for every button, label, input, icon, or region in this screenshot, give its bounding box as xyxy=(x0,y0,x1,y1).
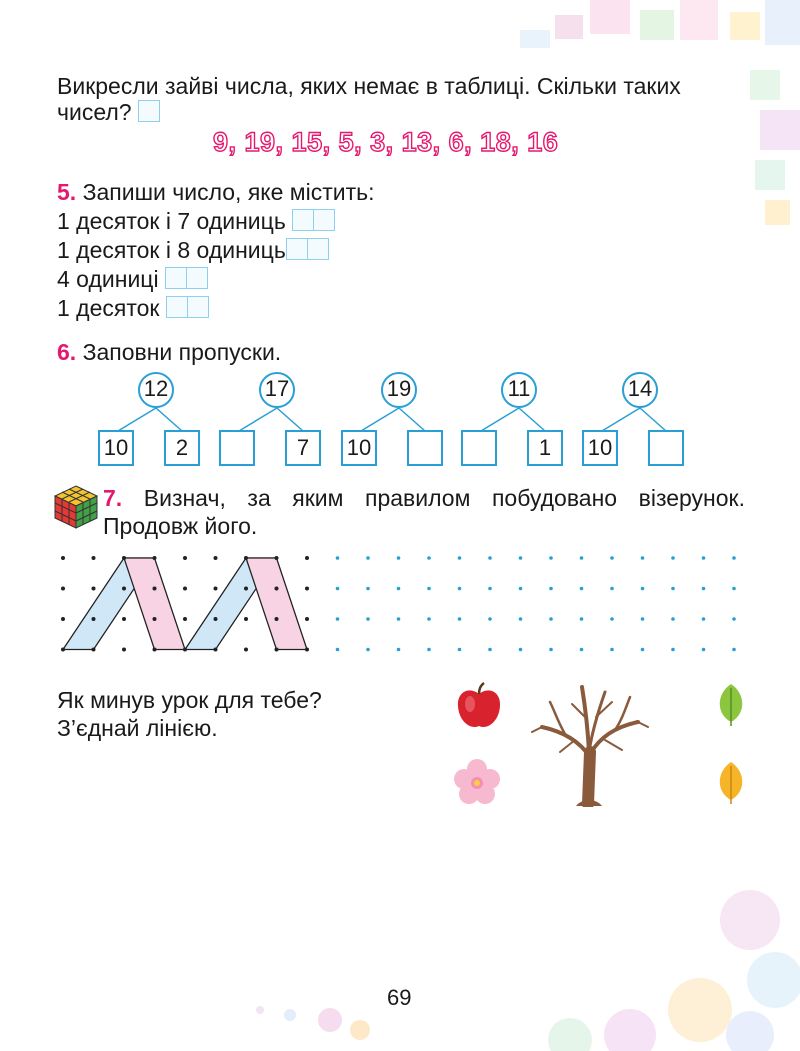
grid-dot[interactable] xyxy=(92,648,96,652)
number-sequence: 9, 19, 15, 5, 3, 13, 6, 18, 16 xyxy=(213,127,559,157)
grid-dot[interactable] xyxy=(183,587,187,591)
grid-dot[interactable] xyxy=(244,587,248,591)
answer-box[interactable] xyxy=(166,296,188,318)
answer-box[interactable] xyxy=(286,238,308,260)
pattern-pink-band xyxy=(246,558,307,650)
grid-dot[interactable] xyxy=(641,587,645,591)
number-tree xyxy=(217,370,337,470)
grid-dot[interactable] xyxy=(488,556,492,560)
grid-dot[interactable] xyxy=(305,587,309,591)
grid-dot[interactable] xyxy=(305,617,309,621)
task5-item-label: 1 десяток і 8 одиниць xyxy=(57,237,286,263)
task5-item xyxy=(57,207,335,235)
grid-dot[interactable] xyxy=(641,556,645,560)
tree-right-number: 7 xyxy=(285,430,321,466)
grid-dot[interactable] xyxy=(610,587,614,591)
grid-dot[interactable] xyxy=(732,587,736,591)
grid-dot[interactable] xyxy=(244,648,248,652)
grid-dot[interactable] xyxy=(610,648,614,652)
yellow-leaf-icon[interactable] xyxy=(714,760,748,806)
answer-box[interactable] xyxy=(187,267,208,289)
tree-right-blank[interactable] xyxy=(648,430,684,466)
task5-item xyxy=(57,265,208,293)
grid-dot[interactable] xyxy=(458,587,462,591)
reflection-line1: Як минув урок для тебе? xyxy=(57,687,322,713)
grid-dot[interactable] xyxy=(214,587,218,591)
tree-left-number: 10 xyxy=(98,430,134,466)
decor-top-right xyxy=(480,0,800,240)
answer-box[interactable] xyxy=(188,296,209,318)
reflection-line2: З’єднай лінією. xyxy=(57,715,218,741)
grid-dot[interactable] xyxy=(549,617,553,621)
grid-dot[interactable] xyxy=(92,556,96,560)
grid-dot[interactable] xyxy=(336,617,340,621)
green-leaf-icon[interactable] xyxy=(714,682,748,728)
task5-item xyxy=(57,294,209,322)
grid-dot[interactable] xyxy=(122,648,126,652)
task6-number: 6. xyxy=(57,339,77,365)
task5-item-label: 1 десяток і 7 одиниць xyxy=(57,208,286,234)
prev-task-line2 xyxy=(57,98,160,126)
tree-top-number: 12 xyxy=(138,372,174,408)
tree-icon[interactable] xyxy=(530,682,650,807)
answer-box[interactable] xyxy=(308,238,329,260)
grid-dot[interactable] xyxy=(366,556,370,560)
grid-dot[interactable] xyxy=(214,617,218,621)
grid-dot[interactable] xyxy=(549,587,553,591)
grid-dot[interactable] xyxy=(183,617,187,621)
grid-dot[interactable] xyxy=(61,648,65,652)
grid-dot[interactable] xyxy=(397,556,401,560)
grid-dot[interactable] xyxy=(366,617,370,621)
task7-line2: Продовж його. xyxy=(103,513,258,539)
grid-dot[interactable] xyxy=(397,587,401,591)
grid-dot[interactable] xyxy=(275,617,279,621)
grid-dot[interactable] xyxy=(336,587,340,591)
grid-dot[interactable] xyxy=(61,617,65,621)
prev-task-question: чисел? xyxy=(57,99,132,125)
grid-dot[interactable] xyxy=(641,648,645,652)
task7-text: Визнач, за яким правилом побудовано візерунок. xyxy=(143,485,745,511)
grid-dot[interactable] xyxy=(427,617,431,621)
grid-dot[interactable] xyxy=(610,617,614,621)
number-tree xyxy=(459,370,579,470)
grid-dot[interactable] xyxy=(519,587,523,591)
task5-number: 5. xyxy=(57,179,77,205)
answer-box[interactable] xyxy=(314,209,335,231)
rubiks-cube-icon xyxy=(53,484,99,530)
tree-top-number: 14 xyxy=(622,372,658,408)
grid-dot[interactable] xyxy=(92,587,96,591)
grid-dot[interactable] xyxy=(458,617,462,621)
number-tree xyxy=(339,370,459,470)
grid-dot[interactable] xyxy=(153,617,157,621)
grid-dot[interactable] xyxy=(488,617,492,621)
grid-dot[interactable] xyxy=(153,648,157,652)
grid-dot[interactable] xyxy=(702,617,706,621)
task7-number: 7. xyxy=(103,485,123,511)
grid-dot[interactable] xyxy=(183,556,187,560)
task6-heading xyxy=(57,338,281,366)
task5-heading xyxy=(57,178,375,206)
grid-dot[interactable] xyxy=(671,556,675,560)
grid-dot[interactable] xyxy=(580,556,584,560)
grid-dot[interactable] xyxy=(214,648,218,652)
grid-dot[interactable] xyxy=(336,556,340,560)
grid-dot[interactable] xyxy=(488,587,492,591)
grid-dot[interactable] xyxy=(641,617,645,621)
grid-dot[interactable] xyxy=(580,648,584,652)
tree-left-number: 10 xyxy=(582,430,618,466)
number-tree xyxy=(580,370,700,470)
grid-dot[interactable] xyxy=(305,648,309,652)
answer-box[interactable] xyxy=(138,100,160,122)
grid-dot[interactable] xyxy=(153,587,157,591)
grid-dot[interactable] xyxy=(702,587,706,591)
task5-title: Запиши число, яке містить: xyxy=(82,179,375,205)
grid-dot[interactable] xyxy=(183,648,187,652)
grid-dot[interactable] xyxy=(671,617,675,621)
grid-dot[interactable] xyxy=(122,556,126,560)
grid-dot[interactable] xyxy=(549,648,553,652)
tree-right-number: 2 xyxy=(164,430,200,466)
grid-dot[interactable] xyxy=(580,617,584,621)
grid-dot[interactable] xyxy=(305,556,309,560)
grid-dot[interactable] xyxy=(732,617,736,621)
grid-dot[interactable] xyxy=(244,556,248,560)
grid-dot[interactable] xyxy=(244,617,248,621)
grid-dot[interactable] xyxy=(519,648,523,652)
tree-left-blank[interactable] xyxy=(461,430,497,466)
answer-box[interactable] xyxy=(292,209,314,231)
tree-right-blank[interactable] xyxy=(407,430,443,466)
grid-dot[interactable] xyxy=(366,648,370,652)
grid-dot[interactable] xyxy=(427,587,431,591)
page-number: 69 xyxy=(387,985,412,1010)
grid-dot[interactable] xyxy=(702,648,706,652)
grid-dot[interactable] xyxy=(122,587,126,591)
grid-dot[interactable] xyxy=(366,587,370,591)
grid-dot[interactable] xyxy=(397,648,401,652)
grid-dot[interactable] xyxy=(702,556,706,560)
grid-dot[interactable] xyxy=(671,587,675,591)
number-tree xyxy=(96,370,216,470)
answer-box[interactable] xyxy=(165,267,187,289)
grid-dot[interactable] xyxy=(92,617,96,621)
task6-title: Заповни пропуски. xyxy=(82,339,282,365)
grid-dot[interactable] xyxy=(275,556,279,560)
grid-dot[interactable] xyxy=(61,587,65,591)
number-trees xyxy=(0,370,800,470)
grid-dot[interactable] xyxy=(397,617,401,621)
flower-icon[interactable] xyxy=(453,758,501,806)
grid-dot[interactable] xyxy=(214,556,218,560)
grid-dot[interactable] xyxy=(610,556,614,560)
decor-bottom xyxy=(230,860,800,1051)
grid-dot[interactable] xyxy=(427,556,431,560)
grid-dot[interactable] xyxy=(732,556,736,560)
tree-top-number: 11 xyxy=(501,372,537,408)
grid-dot[interactable] xyxy=(671,648,675,652)
grid-dot[interactable] xyxy=(732,648,736,652)
grid-dot[interactable] xyxy=(427,648,431,652)
grid-dot[interactable] xyxy=(458,556,462,560)
tree-left-blank[interactable] xyxy=(219,430,255,466)
task5-item-label: 4 одиниці xyxy=(57,266,159,292)
task5-item-label: 1 десяток xyxy=(57,295,160,321)
grid-dot[interactable] xyxy=(519,556,523,560)
grid-dot[interactable] xyxy=(122,617,126,621)
tree-left-number: 10 xyxy=(341,430,377,466)
grid-dot[interactable] xyxy=(519,617,523,621)
tree-top-number: 17 xyxy=(259,372,295,408)
dot-grid-pattern[interactable] xyxy=(50,548,750,663)
grid-dot[interactable] xyxy=(61,556,65,560)
grid-dot[interactable] xyxy=(458,648,462,652)
grid-dot[interactable] xyxy=(488,648,492,652)
task7-line1 xyxy=(103,484,745,512)
grid-dot[interactable] xyxy=(275,648,279,652)
tree-top-number: 19 xyxy=(381,372,417,408)
grid-dot[interactable] xyxy=(275,587,279,591)
pattern-pink-band xyxy=(124,558,185,650)
grid-dot[interactable] xyxy=(580,587,584,591)
tree-right-number: 1 xyxy=(527,430,563,466)
grid-dot[interactable] xyxy=(549,556,553,560)
grid-dot[interactable] xyxy=(153,556,157,560)
prev-task-line1: Викресли зайві числа, яких немає в таблиці. Скільки таких xyxy=(57,73,681,99)
task5-item xyxy=(57,236,329,264)
grid-dot[interactable] xyxy=(336,648,340,652)
apple-icon[interactable] xyxy=(455,682,503,732)
